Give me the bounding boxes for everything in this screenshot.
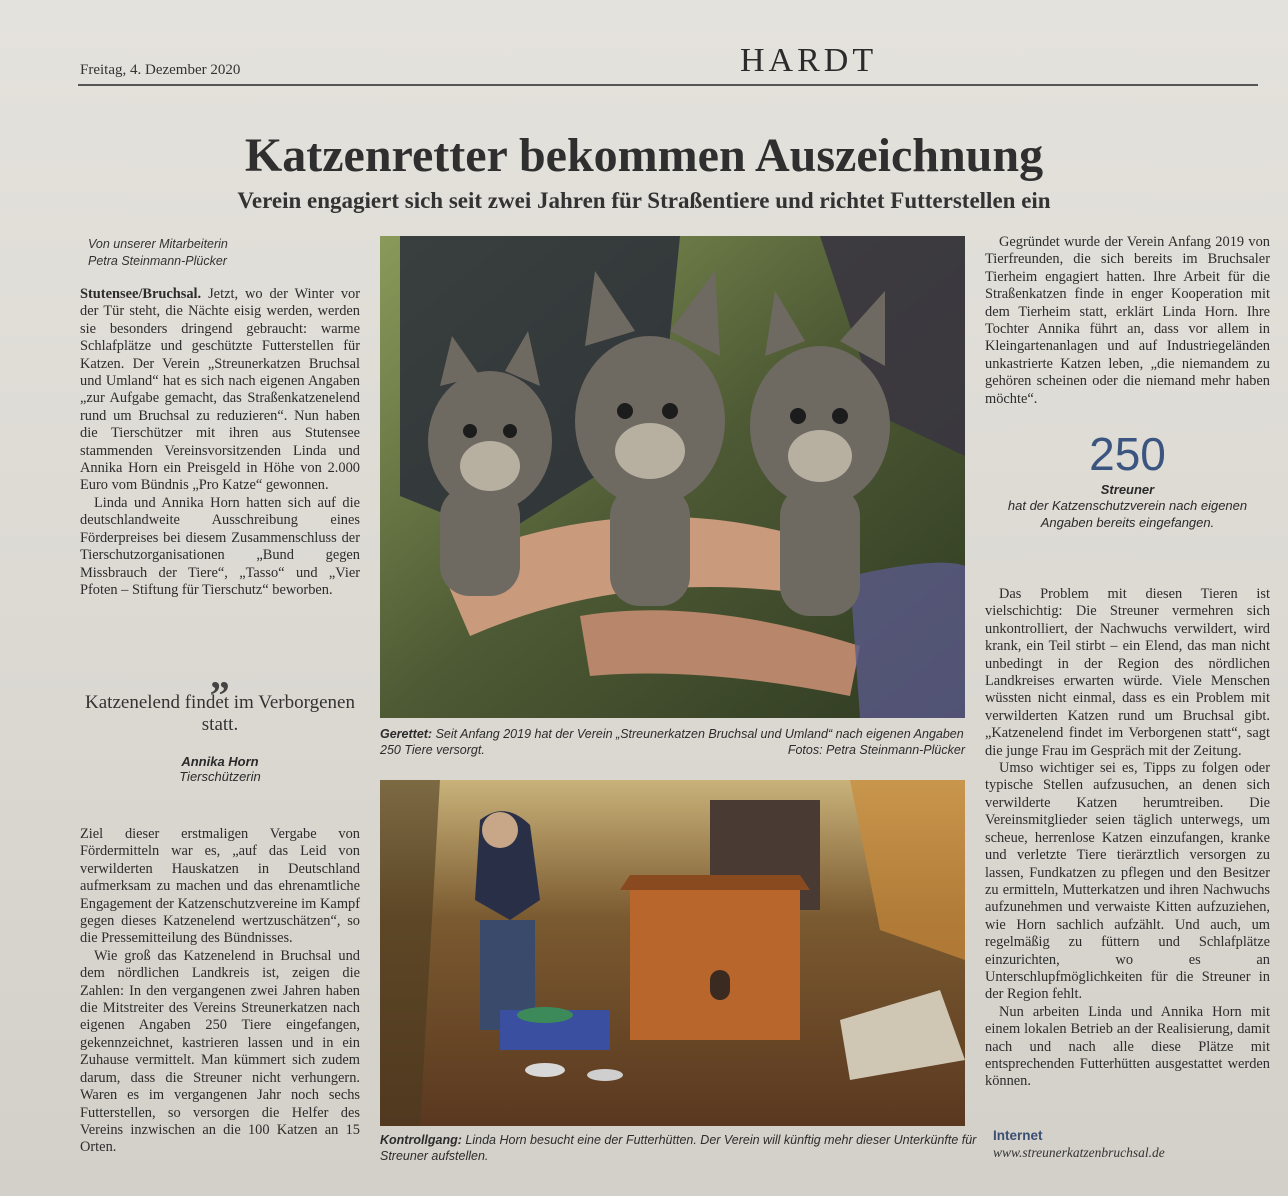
caption-text: Seit Anfang 2019 hat der Verein „Streunerkatzen Bruchsal und Umland“ nach eigenen Angaben 250 Tiere versorgt.: [380, 727, 964, 757]
pull-quote: [80, 652, 360, 784]
quote-mark-icon: „: [210, 652, 230, 697]
article-headline: Katzenretter bekommen Auszeichnung: [244, 129, 1044, 182]
internet-label: Internet: [993, 1128, 1043, 1143]
paragraph: Umso wichtiger sei es, Tipps zu folgen oder typische Stellen aufzusuchen, an denen sich verwilderte Katzen herumtreiben. Die Vereinsmitglieder seien täglich unterwegs, um scheue, herrenlose Katzen einzufangen, kranke und verletzte Tiere tierärztlich versorgen zu lassen, Fundkatzen zu pflegen und den Besitzer zu ermitteln, Mutterkatzen und ihren Nachwuchs aufzunehmen und verwaiste Kitten aufzuziehen, wie Horn sachlich aufzählt. Und auch, um regelmäßig zu füttern und Schlafplätze einzurichten, wo es an Unterschlupfmöglichkeiten für die Streuner in der Region fehlt.: [985, 760, 1270, 1003]
caption-text: Linda Horn besucht eine der Futterhütten. Der Verein will künftig mehr dieser Unterkünfte für Streuner aufstellen.: [380, 1133, 977, 1163]
photo1-caption: [380, 726, 965, 758]
fact-title: Streuner: [1100, 482, 1155, 497]
kittens-photo: [380, 236, 965, 718]
paragraph: Ziel dieser erstmaligen Vergabe von Fördermitteln war es, „auf das Leid von verwilderten Hauskatzen in Deutschland aufmerksam zu machen und das ehrenamtliche Engagement der Katzenschutzvereine im Kampf gegen dieses Katzenelend wertzuschätzen“, so die Pressemitteilung des Bündnisses.: [80, 826, 360, 947]
paragraph: [80, 286, 360, 495]
paragraph: Gegründet wurde der Verein Anfang 2019 von Tierfreunden, die sich bereits im Bruchsaler Tierheim engagiert hatten. Ihre Arbeit für die Straßenkatzen finde in enger Kooperation mit dem Tierheim statt, erklärt Linda Horn. Ihre Tochter Annika führt an, dass vor allem in Kleingartenanlagen und auf Industriegeländen unkastrierte Katzen leben, „die niemandem zu gehören scheinen oder die niemand mehr haben möchte“.: [985, 234, 1270, 407]
paragraph: Das Problem mit diesen Tieren ist vielschichtig: Die Streuner vermehren sich unkontrolliert, der Nachwuchs verwildert, wird krank, ein Teil stirbt – ein Elend, das man nicht unbedingt in der Region des nördlichen Landkreises erwarten würde. Viele Menschen wüssten nicht einmal, dass es ein Problem mit verwilderten Katzen rund um Bruchsal gibt. „Katzenelend findet im Verborgenen statt“, sagt die junge Frau im Gespräch mit der Zeitung.: [985, 586, 1270, 759]
column-right-top: [985, 234, 1270, 408]
paragraph: Wie groß das Katzenelend in Bruchsal und dem nördlichen Landkreis ist, zeigen die Zahlen: In den vergangenen zwei Jahren haben die Mitstreiter des Vereins Streunerkatzen nach eigenen Angaben 250 Tiere eingefangen, gekennzeichnet, kastrieren lassen und in ein Zuhause vermittelt. Man kümmert sich zudem darum, dass die Streuner nicht verhungern. Waren es im vergangenen Jahr noch sechs Futterstellen, so versorgen die Helfer des Vereins inzwischen an die 100 Katzen an 15 Orten.: [80, 947, 360, 1156]
column-left-top: [80, 286, 360, 599]
quote-author: Annika Horn: [181, 754, 259, 769]
column-right-bottom: [985, 586, 1270, 1091]
column-left-bottom: [80, 826, 360, 1157]
feeding-hut-photo: [380, 780, 965, 1126]
paragraph: Nun arbeiten Linda und Annika Horn mit einem lokalen Betrieb an der Realisierung, damit nach und nach alle diese Plätze mit entsprechenden Futterhütten ausgestattet werden können.: [985, 1003, 1270, 1090]
quote-author-role: Tierschützerin: [179, 769, 261, 784]
header-rule: [78, 84, 1258, 86]
section-title: HARDT: [740, 42, 878, 79]
fact-number: 250: [1089, 428, 1166, 480]
issue-date: Freitag, 4. Dezember 2020: [80, 62, 241, 78]
paragraph-text: Jetzt, wo der Winter vor der Tür steht, die Nächte eisig werden, werden sie besonders dringend gebraucht: warme Schlafplätze und geschützte Futterstellen für Katzen. Der Verein „Streunerkatzen Bruchsal und Umland“ hat es sich nach eigenen Angaben „zur Aufgabe gemacht, das Straßenkatzenelend rund um Bruchsal zu reduzieren“. Nun haben die Tierschützer mit ihren aus Stutensee stammenden Vereinsvorsitzenden Linda und Annika Horn ein Preisgeld in Höhe von 2.000 Euro vom Bündnis „Pro Katze“ gewonnen.: [80, 286, 360, 494]
website-link[interactable]: www.streunerkatzenbruchsal.de: [993, 1145, 1165, 1160]
photo-credit: Fotos: Petra Steinmann-Plücker: [787, 743, 965, 757]
dateline: Stutensee/Bruchsal.: [80, 286, 202, 302]
quote-text: Katzenelend findet im Verborgenen statt.: [85, 692, 355, 735]
fact-text: hat der Katzenschutzverein nach eigenen Angaben bereits eingefangen.: [1007, 498, 1248, 530]
caption-lead: Gerettet:: [380, 727, 433, 741]
paragraph: Linda und Annika Horn hatten sich auf die deutschlandweite Ausschreibung eines Förderpreises bei diesem Zusammenschluss der Tierschutzorganisationen „Bund gegen Missbrauch der Tiere“, „Tasso“ und „Vier Pfoten – Stiftung für Tierschutz“ beworben.: [80, 494, 360, 598]
byline: [88, 236, 228, 270]
byline-author: Petra Steinmann-Plücker: [88, 254, 227, 268]
photo2-caption: [380, 1132, 980, 1164]
caption-lead: Kontrollgang:: [380, 1133, 462, 1147]
article-subheadline: Verein engagiert sich seit zwei Jahren für Straßentiere und richtet Futterstellen ein: [237, 188, 1051, 213]
byline-role: Von unserer Mitarbeiterin: [88, 237, 228, 251]
internet-box: [993, 1128, 1165, 1161]
fact-box: [985, 428, 1270, 531]
